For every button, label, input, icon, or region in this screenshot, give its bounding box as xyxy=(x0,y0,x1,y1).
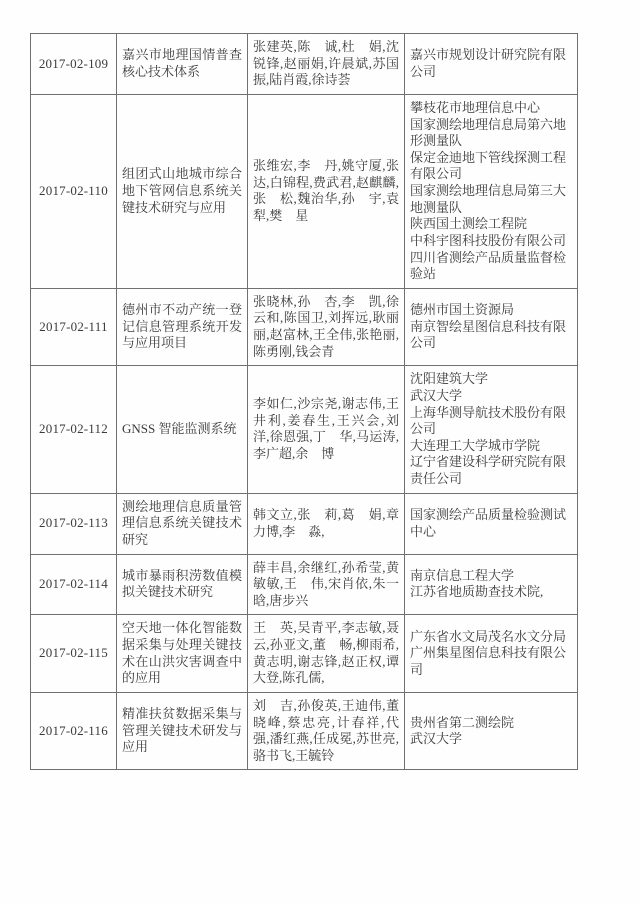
organization-line: 攀枝花市地理信息中心 xyxy=(410,99,541,115)
organization-line: 保定金迪地下管线探测工程有限公司 xyxy=(410,149,567,182)
project-id-cell: 2017-02-113 xyxy=(31,493,117,554)
project-title-cell: 精准扶贫数据采集与管理关键技术研发与应用 xyxy=(117,692,248,770)
table-row xyxy=(31,692,578,770)
organization-line: 大连理工大学城市学院 xyxy=(410,437,541,453)
organization-line: 国家测绘产品质量检验测试中心 xyxy=(410,506,567,539)
table-row xyxy=(31,493,578,554)
organization-line: 贵州省第二测绘院 xyxy=(410,714,515,730)
table-row xyxy=(31,615,578,693)
participant-names-cell: 王 英,吴青平,李志敏,聂 云,孙亚文,董 畅,柳雨希,黄志明,谢志锋,赵正权,谭大登,陈孔儒, xyxy=(248,615,405,693)
project-id-cell: 2017-02-114 xyxy=(31,554,117,615)
organization-line: 陕西国土测绘工程院 xyxy=(410,216,528,232)
project-title-cell: 嘉兴市地理国情普查核心技术体系 xyxy=(117,34,248,95)
project-title-cell: GNSS 智能监测系统 xyxy=(117,366,248,493)
table-row xyxy=(31,34,578,95)
organizations-cell xyxy=(405,366,578,493)
organization-line: 四川省测绘产品质量监督检验站 xyxy=(410,249,567,282)
participant-names-cell: 张晓林,孙 杏,李 凯,徐云和,陈国卫,刘挥远,耿丽丽,赵富林,王全伟,张艳丽,陈勇刚,钱会青 xyxy=(248,288,405,366)
project-id-cell: 2017-02-110 xyxy=(31,94,117,288)
projects-table xyxy=(30,33,578,770)
organizations-cell xyxy=(405,34,578,95)
organization-line: 嘉兴市规划设计研究院有限公司 xyxy=(410,47,567,79)
project-id-cell: 2017-02-112 xyxy=(31,366,117,493)
organization-line: 中科宇图科技股份有限公司 xyxy=(410,232,567,248)
organization-line: 国家测绘地理信息局第六地形测量队 xyxy=(410,116,567,149)
organization-line: 国家测绘地理信息局第三大地测量队 xyxy=(410,183,567,215)
organization-line: 武汉大学 xyxy=(410,387,463,403)
project-title-cell: 空天地一体化智能数据采集与处理关键技术在山洪灾害调查中的应用 xyxy=(117,615,248,693)
participant-names-cell: 李如仁,沙宗尧,谢志伟,王井利,姜春生,王兴会,刘 洋,徐恩强,丁 华,马运涛,李广超,余 博 xyxy=(248,366,405,493)
organization-line: 沈阳建筑大学 xyxy=(410,371,489,387)
organization-line: 广东省水文局茂名水文分局 xyxy=(410,628,567,644)
organization-line: 南京信息工程大学 xyxy=(410,567,515,583)
table-row xyxy=(31,554,578,615)
participant-names-cell: 韩文立,张 莉,葛 娟,章力博,李 淼, xyxy=(248,493,405,554)
organization-line: 江苏省地质勘查技术院, xyxy=(410,584,544,600)
project-title-cell: 城市暴雨积涝数值模拟关键技术研究 xyxy=(117,554,248,615)
project-title-cell: 测绘地理信息质量管理信息系统关键技术研究 xyxy=(117,493,248,554)
organizations-cell xyxy=(405,692,578,770)
organizations-cell xyxy=(405,288,578,366)
organizations-cell xyxy=(405,554,578,615)
organization-line: 广州集星图信息科技有限公司 xyxy=(410,645,567,677)
organizations-cell xyxy=(405,493,578,554)
project-id-cell: 2017-02-109 xyxy=(31,34,117,95)
organizations-cell xyxy=(405,615,578,693)
participant-names-cell: 张维宏,李 丹,姚守厦,张 达,白锦程,费武君,赵麒麟,张 松,魏治华,孙 宇,袁 犁,樊 星 xyxy=(248,94,405,288)
project-title-cell: 德州市不动产统一登记信息管理系统开发与应用项目 xyxy=(117,288,248,366)
projects-table-body xyxy=(31,34,578,770)
organization-line: 武汉大学 xyxy=(410,731,463,747)
project-id-cell: 2017-02-115 xyxy=(31,615,117,693)
organization-line: 上海华测导航技术股份有限公司 xyxy=(410,404,567,437)
table-row xyxy=(31,366,578,493)
organization-line: 德州市国土资源局 xyxy=(410,302,515,318)
project-id-cell: 2017-02-116 xyxy=(31,692,117,770)
organization-line: 南京智绘星图信息科技有限公司 xyxy=(410,318,567,351)
organization-line: 辽宁省建设科学研究院有限责任公司 xyxy=(410,454,567,486)
participant-names-cell: 刘 吉,孙俊英,王迪伟,董晓峰,蔡忠亮,计春祥,代 强,潘红燕,任成冕,苏世亮,骆书飞,王毓铃 xyxy=(248,692,405,770)
participant-names-cell: 张建英,陈 诚,杜 娟,沈锐锋,赵丽娟,许晨斌,苏国振,陆肖霞,徐诗荟 xyxy=(248,34,405,95)
table-row xyxy=(31,94,578,288)
project-title-cell: 组团式山地城市综合地下管网信息系统关键技术研究与应用 xyxy=(117,94,248,288)
table-row xyxy=(31,288,578,366)
project-id-cell: 2017-02-111 xyxy=(31,288,117,366)
participant-names-cell: 薛丰昌,余继红,孙希莹,黄敏敏,王 伟,宋肖依,朱一晗,唐步兴 xyxy=(248,554,405,615)
organizations-cell xyxy=(405,94,578,288)
